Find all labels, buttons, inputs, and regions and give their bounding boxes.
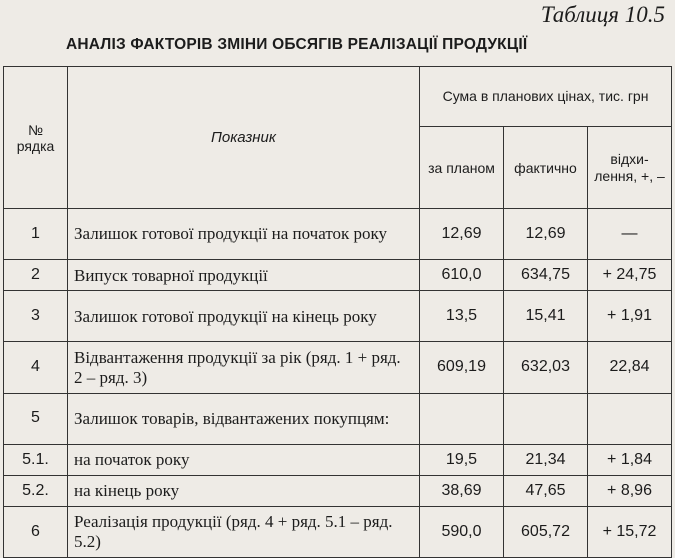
row-actual: 634,75	[504, 260, 588, 291]
row-deviation: + 1,91	[588, 291, 672, 342]
header-row-no: № рядка	[4, 67, 68, 209]
row-label: Відвантаження продукції за рік (ряд. 1 + ряд. 2 – ряд. 3)	[68, 342, 420, 393]
row-deviation: —	[588, 209, 672, 260]
row-number: 6	[4, 506, 68, 557]
header-sum-group: Сума в планових цінах, тис. грн	[420, 67, 672, 127]
row-plan: 590,0	[420, 506, 504, 557]
row-actual: 605,72	[504, 506, 588, 557]
table-row	[4, 209, 672, 260]
row-actual: 12,69	[504, 209, 588, 260]
row-plan: 13,5	[420, 291, 504, 342]
row-plan: 12,69	[420, 209, 504, 260]
row-deviation: 22,84	[588, 342, 672, 393]
row-number: 5.1.	[4, 444, 68, 475]
row-number: 2	[4, 260, 68, 291]
row-plan: 19,5	[420, 444, 504, 475]
table-caption: Таблиця 10.5	[540, 2, 665, 27]
row-actual: 21,34	[504, 444, 588, 475]
header-deviation: відхи-лення, +, –	[588, 126, 672, 208]
row-number: 3	[4, 291, 68, 342]
row-number: 4	[4, 342, 68, 393]
row-plan: 610,0	[420, 260, 504, 291]
row-label: Залишок готової продукції на кінець року	[68, 291, 420, 342]
row-deviation: + 15,72	[588, 506, 672, 557]
table-row	[4, 342, 672, 393]
row-actual	[504, 393, 588, 444]
factors-table	[3, 66, 672, 558]
table-title: АНАЛІЗ ФАКТОРІВ ЗМІНИ ОБСЯГІВ РЕАЛІЗАЦІЇ ПРОДУКЦІЇ	[66, 36, 528, 53]
table-row	[4, 291, 672, 342]
header-actual: фактично	[504, 126, 588, 208]
row-deviation: + 24,75	[588, 260, 672, 291]
row-label: на кінець року	[68, 475, 420, 506]
row-label: Випуск товарної продукції	[68, 260, 420, 291]
row-plan: 38,69	[420, 475, 504, 506]
row-actual: 632,03	[504, 342, 588, 393]
row-label: Реалізація продукції (ряд. 4 + ряд. 5.1 – ряд. 5.2)	[68, 506, 420, 557]
row-plan: 609,19	[420, 342, 504, 393]
row-deviation	[588, 393, 672, 444]
row-plan	[420, 393, 504, 444]
table-row	[4, 475, 672, 506]
header-indicator: Показник	[68, 67, 420, 209]
row-actual: 47,65	[504, 475, 588, 506]
header-plan: за планом	[420, 126, 504, 208]
row-label: Залишок готової продукції на початок року	[68, 209, 420, 260]
row-number: 5	[4, 393, 68, 444]
row-label: на початок року	[68, 444, 420, 475]
row-actual: 15,41	[504, 291, 588, 342]
row-number: 5.2.	[4, 475, 68, 506]
row-label: Залишок товарів, відвантажених покупцям:	[68, 393, 420, 444]
row-deviation: + 1,84	[588, 444, 672, 475]
table-row	[4, 260, 672, 291]
row-deviation: + 8,96	[588, 475, 672, 506]
row-number: 1	[4, 209, 68, 260]
table-row	[4, 506, 672, 557]
header-row-1	[4, 67, 672, 127]
table-row	[4, 393, 672, 444]
table-row	[4, 444, 672, 475]
